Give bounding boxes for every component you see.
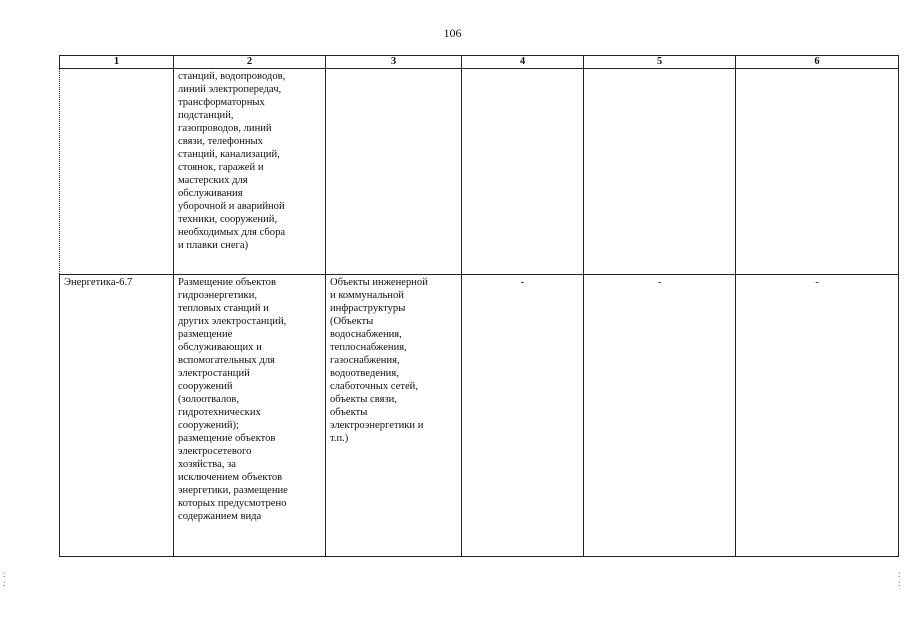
table-row: [60, 69, 899, 275]
regulations-table: [59, 55, 899, 557]
table-cell-use-code: Энергетика-6.7: [60, 275, 174, 557]
page-number: 106: [443, 26, 462, 40]
table-cell-use-code: [60, 69, 174, 275]
table-cell-use-description: станций, водопроводов, линий электропередач, трансформаторных подстанций, газопроводов, линий связи, телефонных станций, канализаций, стоянок, гаражей и мастерских для обслуживания уборочной и аварийной техники, сооружений, необходимых для сбора и плавки снега): [174, 69, 326, 275]
table-cell-col5: -: [584, 275, 736, 557]
scan-margin-mark-left: : :: [3, 569, 6, 588]
table-cell-permitted-objects: Объекты инженерной и коммунальной инфраструктуры (Объекты водоснабжения, теплоснабжения, газоснабжения, водоотведения, слаботочных сетей, объекты связи, объекты электроэнергетики и т.п.): [326, 275, 462, 557]
column-header-5: 5: [584, 56, 736, 69]
table-row: [60, 275, 899, 557]
column-header-2: 2: [174, 56, 326, 69]
table-cell-use-description: Размещение объектов гидроэнергетики, тепловых станций и других электростанций, размещение обслуживающих и вспомогательных для электростанций сооружений (золоотвалов, гидротехнических сооружений); размещение объектов электросетевого хозяйства, за исключением объектов энергетики, размещение которых предусмотрено содержанием вида: [174, 275, 326, 557]
column-header-6: 6: [736, 56, 899, 69]
table-cell-col6: [736, 69, 899, 275]
table-cell-col5: [584, 69, 736, 275]
column-header-1: 1: [60, 56, 174, 69]
table-cell-col4: -: [462, 275, 584, 557]
table-header-row: [60, 56, 899, 69]
table-cell-col4: [462, 69, 584, 275]
scan-margin-mark-right: : :: [898, 569, 901, 588]
column-header-3: 3: [326, 56, 462, 69]
table-cell-col6: -: [736, 275, 899, 557]
table-cell-permitted-objects: [326, 69, 462, 275]
column-header-4: 4: [462, 56, 584, 69]
